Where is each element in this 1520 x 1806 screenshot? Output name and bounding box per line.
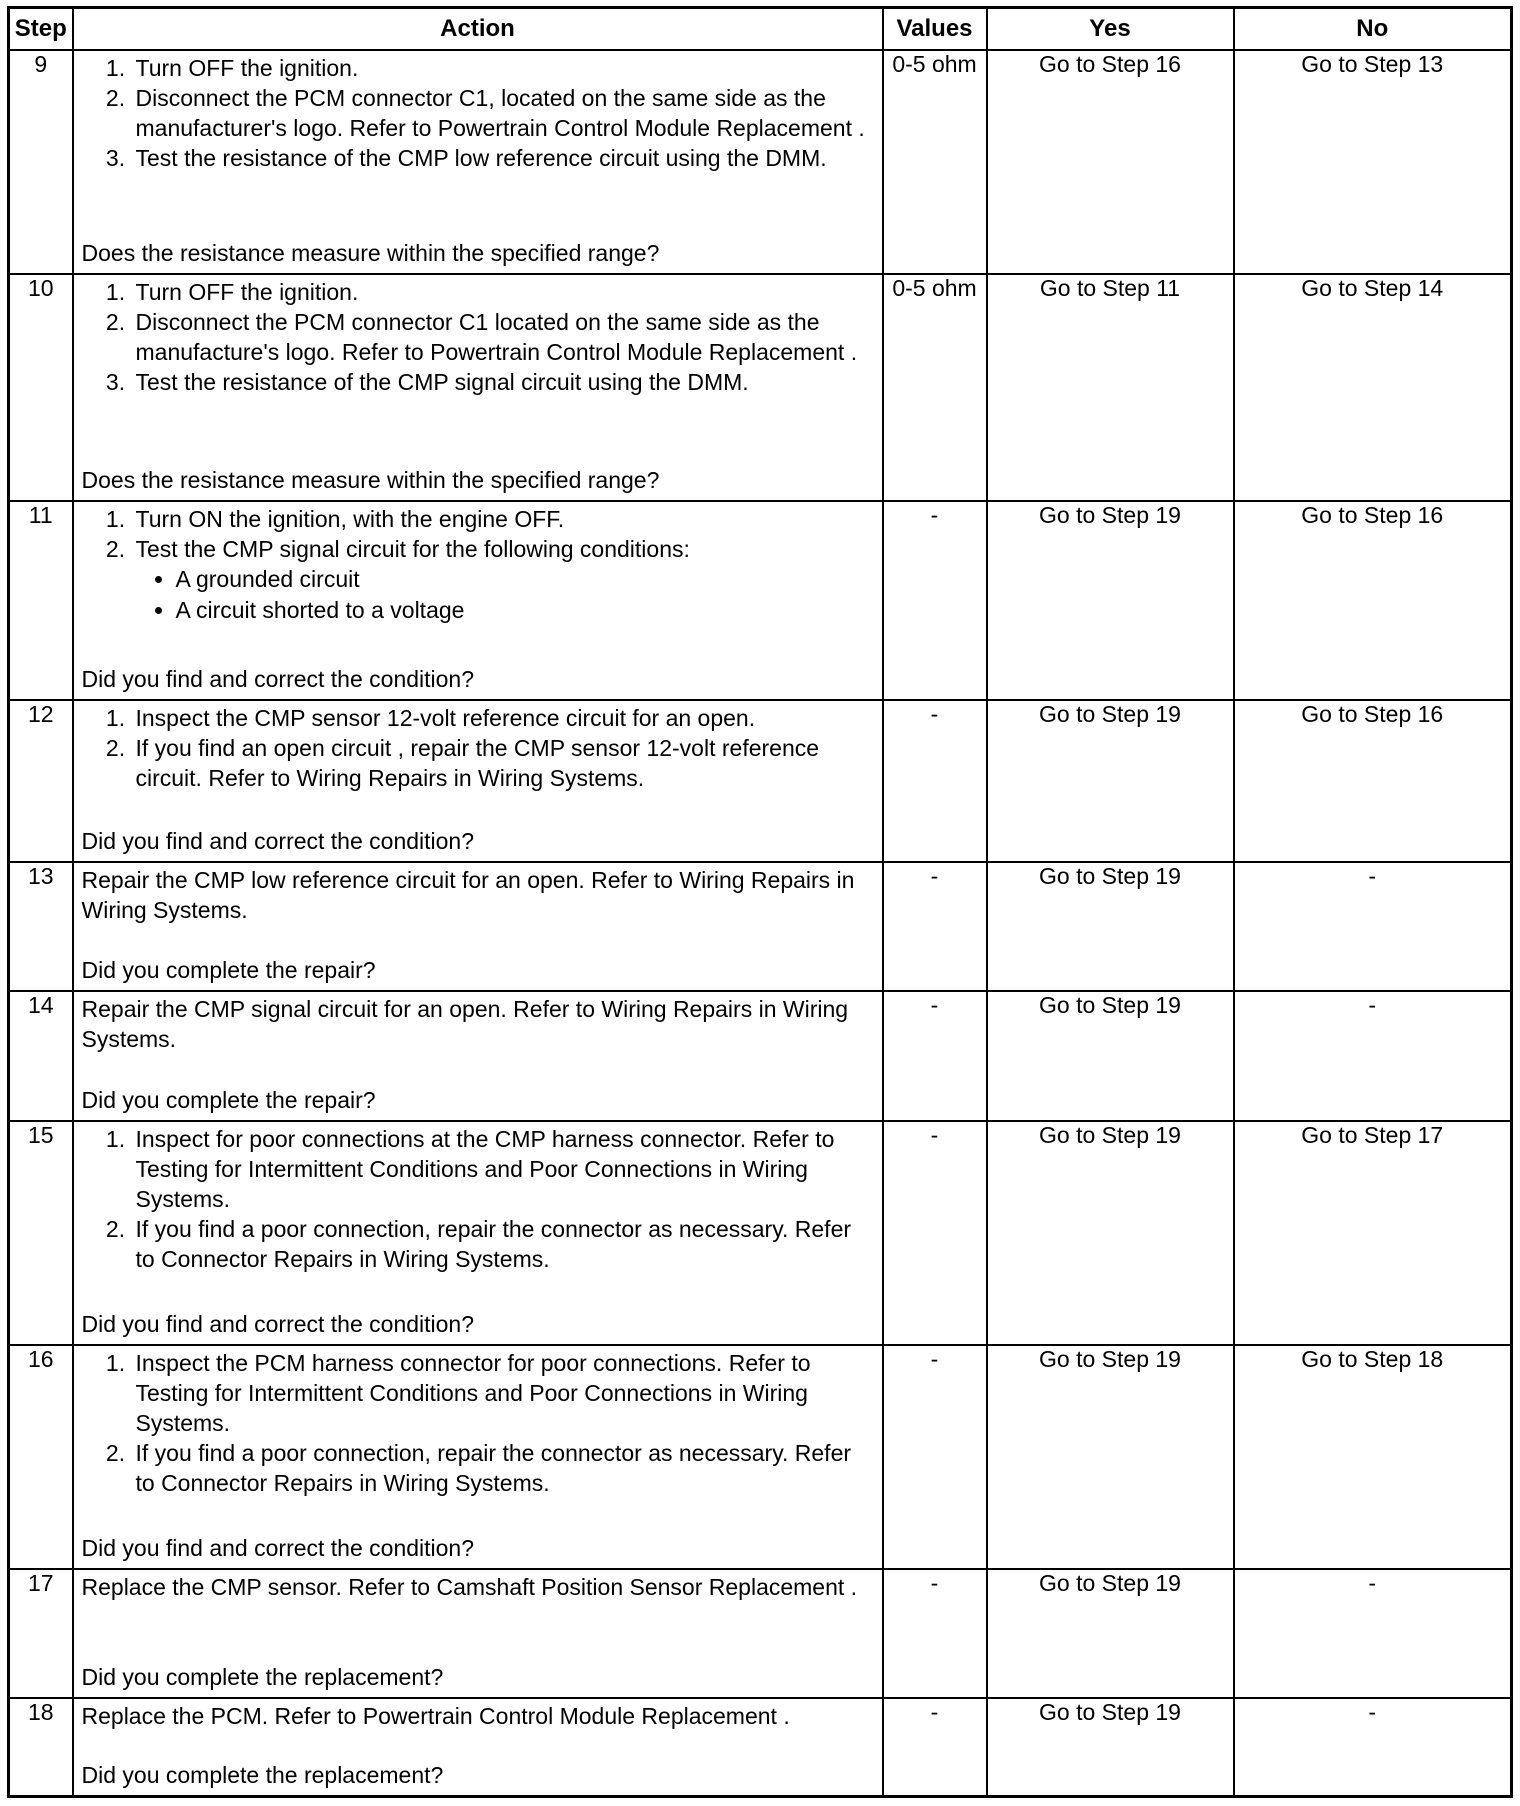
yes-cell: Go to Step 19: [987, 1345, 1234, 1569]
table-row: [9, 501, 1512, 700]
condition-item: • A circuit shorted to a voltage: [176, 595, 874, 626]
values-cell: -: [883, 1121, 987, 1344]
table-row: [9, 50, 1512, 274]
values-cell: -: [883, 1698, 987, 1797]
action-question: Did you complete the repair?: [81, 957, 376, 984]
action-question: Did you complete the replacement?: [81, 1663, 444, 1690]
values-cell: -: [883, 501, 987, 700]
diagnostic-table: [7, 6, 1513, 1798]
step-number: 18: [9, 1698, 73, 1797]
table-row: [9, 1698, 1512, 1797]
table-row: [9, 274, 1512, 500]
action-text: Repair the CMP signal circuit for an open. Refer to Wiring Repairs in Wiring Systems.: [81, 996, 849, 1053]
action-cell: [73, 1345, 883, 1569]
action-question: Did you find and correct the condition?: [81, 1534, 475, 1561]
action-cell: [73, 700, 883, 862]
yes-cell: Go to Step 19: [987, 501, 1234, 700]
header-yes: Yes: [987, 8, 1234, 51]
step-number: 11: [9, 501, 73, 700]
action-steps: [82, 53, 874, 173]
values-cell: 0-5 ohm: [883, 50, 987, 274]
values-cell: -: [883, 862, 987, 991]
no-cell: -: [1234, 1698, 1512, 1797]
no-cell: Go to Step 16: [1234, 700, 1512, 862]
action-question: Did you complete the replacement?: [81, 1762, 444, 1788]
action-cell: [73, 274, 883, 500]
action-cell: [73, 1698, 883, 1797]
no-cell: Go to Step 18: [1234, 1345, 1512, 1569]
action-cell: [73, 1569, 883, 1698]
action-steps: [82, 277, 874, 397]
table-row: [9, 862, 1512, 991]
action-step: 1. Turn ON the ignition, with the engine OFF.: [132, 504, 874, 534]
yes-cell: Go to Step 19: [987, 700, 1234, 862]
yes-cell: Go to Step 19: [987, 1698, 1234, 1797]
action-step-text: Test the CMP signal circuit for the following conditions:: [135, 535, 690, 562]
action-cell: [73, 501, 883, 700]
action-step: 2. If you find a poor connection, repair the connector as necessary. Refer to Connector Repairs in Wiring Systems.: [132, 1214, 874, 1274]
no-cell: Go to Step 16: [1234, 501, 1512, 700]
action-step: 2. Disconnect the PCM connector C1 located on the same side as the manufacture's logo. Refer to Powertrain Control Module Replacement .: [132, 307, 874, 367]
action-step: 1. Inspect the PCM harness connector for poor connections. Refer to Testing for Intermittent Conditions and Poor Connections in Wiring Systems.: [132, 1348, 874, 1438]
no-cell: Go to Step 14: [1234, 274, 1512, 500]
header-action: Action: [73, 8, 883, 51]
table-row: [9, 700, 1512, 862]
table-row: [9, 1345, 1512, 1569]
no-cell: Go to Step 13: [1234, 50, 1512, 274]
action-step: 3. Test the resistance of the CMP low reference circuit using the DMM.: [132, 143, 874, 173]
yes-cell: Go to Step 19: [987, 991, 1234, 1121]
action-step: 2. If you find a poor connection, repair the connector as necessary. Refer to Connector Repairs in Wiring Systems.: [132, 1438, 874, 1498]
action-step: 1. Inspect for poor connections at the CMP harness connector. Refer to Testing for Intermittent Conditions and Poor Connections in Wiring Systems.: [132, 1124, 874, 1214]
action-step: 1. Turn OFF the ignition.: [132, 53, 874, 83]
step-number: 15: [9, 1121, 73, 1344]
values-cell: 0-5 ohm: [883, 274, 987, 500]
action-text: Repair the CMP low reference circuit for an open. Refer to Wiring Repairs in Wiring Systems.: [81, 867, 855, 924]
yes-cell: Go to Step 11: [987, 274, 1234, 500]
no-cell: Go to Step 17: [1234, 1121, 1512, 1344]
header-step: Step: [9, 8, 73, 51]
table-row: [9, 1569, 1512, 1698]
yes-cell: Go to Step 19: [987, 1121, 1234, 1344]
action-step: 2. If you find an open circuit , repair the CMP sensor 12-volt reference circuit. Refer to Wiring Repairs in Wiring Systems.: [132, 733, 874, 793]
action-question: Did you find and correct the condition?: [81, 1310, 475, 1337]
step-number: 9: [9, 50, 73, 274]
no-cell: -: [1234, 1569, 1512, 1698]
action-steps: [82, 504, 874, 626]
action-steps: [82, 1348, 874, 1498]
action-step: 1. Turn OFF the ignition.: [132, 277, 874, 307]
yes-cell: Go to Step 16: [987, 50, 1234, 274]
step-number: 17: [9, 1569, 73, 1698]
action-steps: [82, 703, 874, 793]
action-steps: [82, 1124, 874, 1274]
condition-item: • A grounded circuit: [176, 564, 874, 595]
action-question: Did you complete the repair?: [81, 1087, 376, 1114]
step-number: 12: [9, 700, 73, 862]
action-cell: [73, 1121, 883, 1344]
no-cell: -: [1234, 991, 1512, 1121]
action-cell: [73, 862, 883, 991]
header-row: [9, 8, 1512, 51]
action-step: 3. Test the resistance of the CMP signal circuit using the DMM.: [132, 367, 874, 397]
action-step: [132, 534, 874, 626]
header-no: No: [1234, 8, 1512, 51]
step-number: 13: [9, 862, 73, 991]
no-cell: -: [1234, 862, 1512, 991]
step-number: 10: [9, 274, 73, 500]
header-values: Values: [883, 8, 987, 51]
action-question: Did you find and correct the condition?: [81, 828, 475, 855]
action-question: Did you find and correct the condition?: [81, 665, 475, 692]
yes-cell: Go to Step 19: [987, 862, 1234, 991]
action-step: 2. Disconnect the PCM connector C1, located on the same side as the manufacturer's logo. Refer to Powertrain Control Module Replacement .: [132, 83, 874, 143]
action-text: Replace the PCM. Refer to Powertrain Control Module Replacement .: [81, 1702, 790, 1729]
values-cell: -: [883, 991, 987, 1121]
action-text: Replace the CMP sensor. Refer to Camshaft Position Sensor Replacement .: [81, 1573, 858, 1600]
values-cell: -: [883, 1569, 987, 1698]
values-cell: -: [883, 1345, 987, 1569]
action-step: 1. Inspect the CMP sensor 12-volt reference circuit for an open.: [132, 703, 874, 733]
table-row: [9, 991, 1512, 1121]
values-cell: -: [883, 700, 987, 862]
action-question: Does the resistance measure within the specified range?: [81, 466, 660, 493]
step-number: 16: [9, 1345, 73, 1569]
action-question: Does the resistance measure within the specified range?: [81, 240, 660, 267]
action-cell: [73, 50, 883, 274]
condition-list: [136, 564, 874, 626]
step-number: 14: [9, 991, 73, 1121]
yes-cell: Go to Step 19: [987, 1569, 1234, 1698]
table-row: [9, 1121, 1512, 1344]
action-cell: [73, 991, 883, 1121]
